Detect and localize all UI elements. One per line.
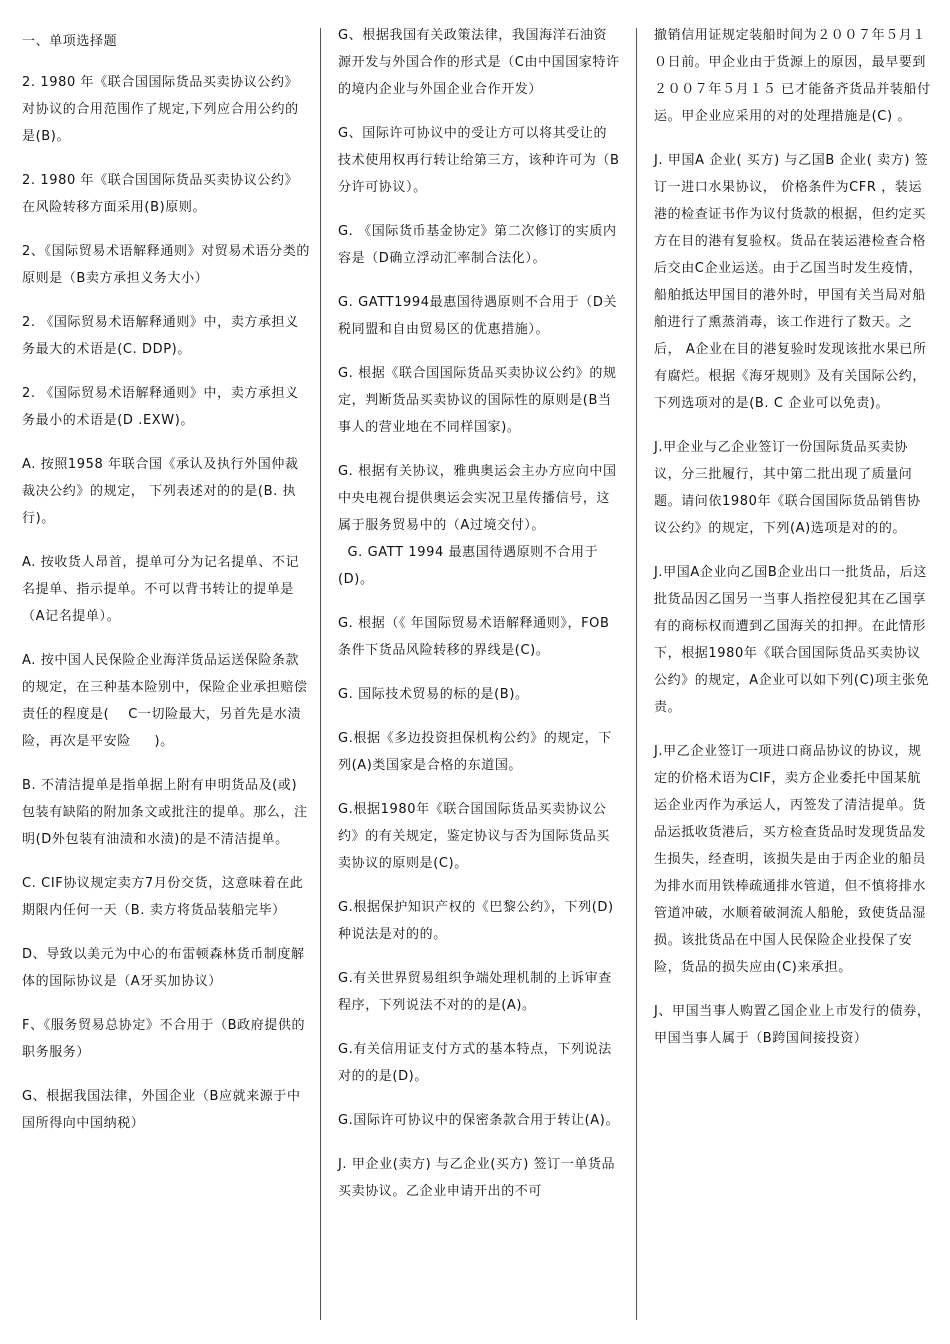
question-item: B. 不清洁提单是指单据上附有申明货品及(或)包装有缺陷的附加条文或批注的提单。那么，注明(D外包装有油渍和水渍)的是不清洁提单。 bbox=[22, 778, 308, 847]
question-item: G. 《国际货币基金协定》第二次修订的实质内容是（D确立浮动汇率制合法化）。 bbox=[338, 224, 617, 266]
question-item: G、根据我国有关政策法律，我国海洋石油资源开发与外国合作的形式是（C由中国国家特许的境内企业与外国企业合作开发） bbox=[338, 28, 620, 97]
column-left bbox=[22, 28, 310, 1332]
question-item: 2. 《国际贸易术语解释通则》中，卖方承担义务最大的术语是(C. DDP)。 bbox=[22, 315, 299, 357]
question-item: G. 根据（《 年国际贸易术语解释通则》，FOB 条件下货品风险转移的界线是(C)。 bbox=[338, 616, 615, 658]
column-divider bbox=[636, 28, 637, 1320]
question-item: G、根据我国法律，外国企业（B应就来源于中国所得向中国纳税） bbox=[22, 1089, 301, 1131]
question-item: 2. 《国际贸易术语解释通则》中，卖方承担义务最小的术语是(D .EXW)。 bbox=[22, 386, 299, 428]
column-middle bbox=[338, 28, 620, 1332]
question-item: J. 甲企业(卖方) 与乙企业(买方) 签订一单货品买卖协议。乙企业申请开出的不可 bbox=[338, 1157, 616, 1199]
question-item: G.国际许可协议中的保密条款合用于转让(A)。 bbox=[338, 1113, 620, 1128]
column-right bbox=[654, 28, 932, 1332]
question-item: J.甲乙企业签订一项进口商品协议的协议，规定的价格术语为CIF，卖方企业委托中国某航运企业丙作为承运人，丙签发了清洁提单。货品运抵收货港后，买方检查货品时发现货品发生损失，经查明，该损失是由于丙企业的船员为排水而用铁棒疏通排水管道，但不慎将排水管道冲破，水顺着破洞流人船舱，致使货品湿损。该批货品在中国人民保险企业投保了安险，货品的损失应由(C)来承担。 bbox=[654, 744, 927, 975]
question-item: 2. 1980 年《联合国国际货品买卖协议公约》在风险转移方面采用(B)原则。 bbox=[22, 173, 299, 215]
question-item: 2. 1980 年《联合国国际货品买卖协议公约》对协议的合用范围作了规定,下列应合用公约的是(B)。 bbox=[22, 75, 299, 144]
question-item: J.甲国A企业向乙国B企业出口一批货品，后这批货品因乙国另一当事人指控侵犯其在乙国享有的商标权而遭到乙国海关的扣押。在此情形下，根据1980年《联合国国际货品买卖协议公约》的规定，A企业可以如下列(C)项主张免责。 bbox=[654, 565, 930, 715]
question-item: G. 根据《联合国国际货品买卖协议公约》的规定，判断货品买卖协议的国际性的原则是(B当事人的营业地在不同样国家)。 bbox=[338, 366, 617, 435]
question-item: G.有关信用证支付方式的基本特点，下列说法对的的是(D)。 bbox=[338, 1042, 612, 1084]
question-item: 撤销信用证规定装船时间为２００７年５月１０日前。甲企业由于货源上的原因，最早要到２００７年５月１５ 已才能备齐货品并装船付运。甲企业应采用的对的处理措施是(C) 。 bbox=[654, 28, 931, 124]
question-item: F、《服务贸易总协定》不合用于（B政府提供的职务服务） bbox=[22, 1018, 306, 1060]
question-item: J、甲国当事人购置乙国企业上市发行的债券，甲国当事人属于（B跨国间接投资） bbox=[654, 1004, 931, 1046]
question-item: G. 根据有关协议，雅典奥运会主办方应向中国中央电视台提供奥运会实况卫星传播信号，这属于服务贸易中的（A过境交付）。 G. GATT 1994 最惠国待遇原则不合用于(D)。 bbox=[338, 464, 617, 587]
question-item: 2、《国际贸易术语解释通则》对贸易术语分类的原则是（B卖方承担义务大小） bbox=[22, 244, 310, 286]
question-item: G.根据保护知识产权的《巴黎公约》，下列(D)种说法是对的的。 bbox=[338, 900, 614, 942]
question-item: J. 甲国A 企业( 买方) 与乙国B 企业( 卖方) 签订一进口水果协议， 价格条件为CFR ，装运港的检查证书作为议付货款的根据，但约定买方在目的港有复验权。货品在装运港检查合格后交由C企业运送。由于乙国当时发生疫情，船舶抵达甲国目的港外时，甲国有关当局对船舶进行了熏蒸消毒，该工作进行了数天。之后， A企业在目的港复验时发现该批水果已所有腐烂。根据《海牙规则》及有关国际公约，下列选项对的是(B. C 企业可以免责)。 bbox=[654, 153, 929, 411]
question-item: C. CIF协议规定卖方7月份交货，这意味着在此期限内任何一天（B. 卖方将货品装船完毕） bbox=[22, 876, 304, 918]
question-item: G.根据1980年《联合国国际货品买卖协议公约》的有关规定，鉴定协议与否为国际货品买卖协议的原则是(C)。 bbox=[338, 802, 611, 871]
question-item: G.根据《多边投资担保机构公约》的规定，下列(A)类国家是合格的东道国。 bbox=[338, 731, 612, 773]
question-item: A. 按照1958 年联合国《承认及执行外国仲裁裁决公约》的规定， 下列表述对的的是(B. 执行)。 bbox=[22, 457, 299, 526]
question-item: D、导致以美元为中心的布雷顿森林货币制度解体的国际协议是（A牙买加协议） bbox=[22, 947, 305, 989]
question-item: A. 按收货人昂首，提单可分为记名提单、不记名提单、指示提单。不可以背书转让的提单是（A记名提单）。 bbox=[22, 555, 300, 624]
question-item: G. GATT1994最惠国待遇原则不合用于（D关税同盟和自由贸易区的优惠措施）。 bbox=[338, 295, 618, 337]
question-item: G、国际许可协议中的受让方可以将其受让的技术使用权再行转让给第三方，该种许可为（B分许可协议）。 bbox=[338, 126, 620, 195]
column-divider bbox=[320, 28, 321, 1320]
question-item: G. 国际技术贸易的标的是(B)。 bbox=[338, 687, 529, 702]
question-item: J.甲企业与乙企业签订一份国际货品买卖协议，分三批履行，其中第二批出现了质量问题。请问依1980年《联合国国际货品销售协议公约》的规定，下列(A)选项是对的的。 bbox=[654, 440, 921, 536]
question-item: G.有关世界贸易组织争端处理机制的上诉审查程序，下列说法不对的的是(A)。 bbox=[338, 971, 612, 1013]
question-item: A. 按中国人民保险企业海洋货品运送保险条款的规定，在三种基本险别中，保险企业承担赔偿责任的程度是( C一切险最大，另首先是水渍险，再次是平安险 )。 bbox=[22, 653, 308, 749]
section-heading: 一、单项选择题 bbox=[22, 34, 118, 49]
